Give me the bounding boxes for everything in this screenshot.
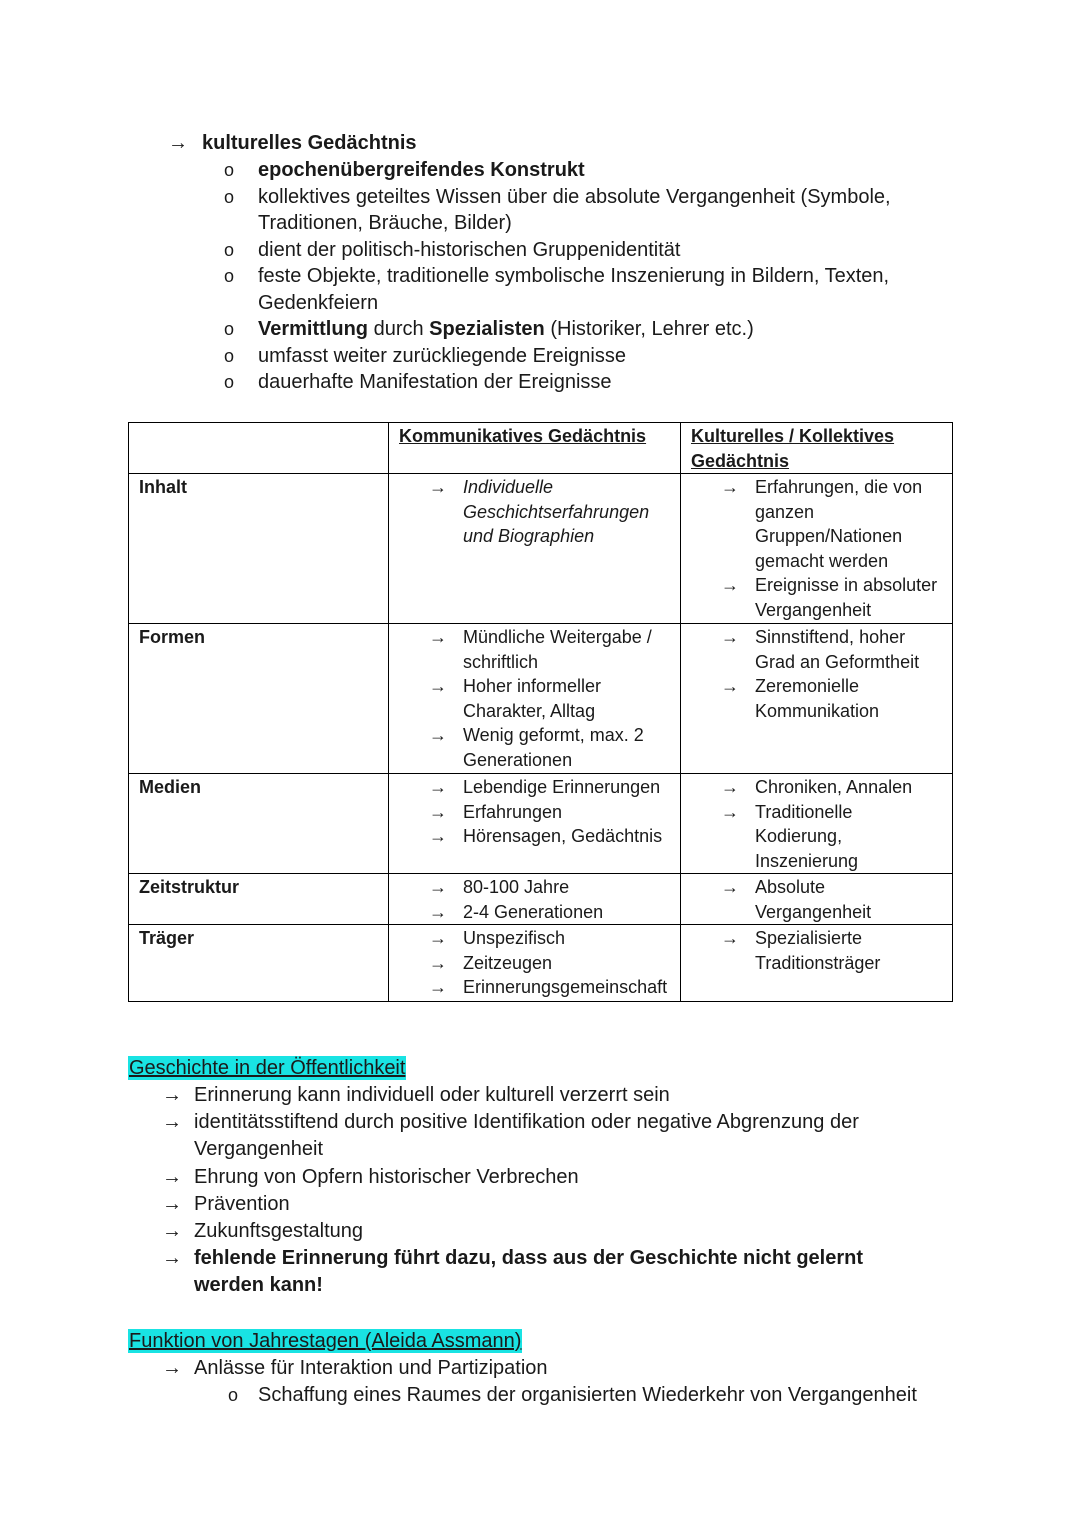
- arrow-icon: →: [168, 132, 188, 154]
- arrow-icon: →: [429, 928, 447, 948]
- list-item: [429, 800, 672, 825]
- arrow-icon: →: [429, 826, 447, 846]
- text-durch: durch: [368, 318, 430, 340]
- list-item: [721, 775, 944, 800]
- circle-bullet-icon: o: [228, 1385, 239, 1406]
- list-item: [721, 926, 944, 975]
- arrow-icon: →: [162, 1111, 182, 1134]
- header-cell-empty: [129, 423, 389, 474]
- item-text: Schaffung eines Raumes der organisierten Wiederkehr von Vergangenheit: [258, 1384, 917, 1407]
- arrow-icon: →: [721, 477, 739, 497]
- list-item: [162, 1355, 928, 1382]
- section-funktion-jahrestage: [128, 1329, 928, 1409]
- list-item: [429, 875, 672, 900]
- arrow-list: [721, 775, 944, 873]
- item-text-bold: fehlende Erinnerung führt dazu, dass aus der Geschichte nicht gelernt werden kann!: [194, 1247, 864, 1297]
- cell-text: 80-100 Jahre: [463, 877, 570, 897]
- header-kommunikativ: Kommunikatives Gedächtnis: [399, 426, 647, 446]
- cell-text: Erfahrungen: [463, 801, 563, 822]
- cell-text: Mündliche Weitergabe / schriftlich: [463, 627, 652, 672]
- arrow-icon: →: [429, 676, 447, 696]
- cell-text: Individuelle Geschichtserfahrungen und Biographien: [463, 477, 650, 546]
- list-item: [224, 263, 928, 316]
- circle-bullet-icon: o: [224, 345, 235, 366]
- arrow-list: [721, 875, 944, 924]
- item-text: umfasst weiter zurückliegende Ereignisse: [258, 344, 626, 367]
- cell-kommunikativ: [389, 774, 681, 874]
- row-label-cell: [129, 874, 389, 925]
- table-row: [129, 474, 953, 624]
- circle-bullet-icon: o: [224, 239, 235, 260]
- oeffentlichkeit-arrow-list: [162, 1082, 928, 1300]
- bold-spezialisten: Spezialisten: [429, 318, 545, 340]
- item-text: Erinnerung kann individuell oder kulturell verzerrt sein: [194, 1084, 670, 1106]
- list-item: [162, 1245, 928, 1299]
- text-historiker: (Historiker, Lehrer etc.): [544, 318, 754, 340]
- cell-text: Hörensagen, Gedächtnis: [463, 826, 663, 846]
- list-item: [224, 316, 928, 343]
- cell-text: Spezialisierte Traditionsträger: [755, 928, 881, 973]
- list-item: [162, 1218, 928, 1245]
- list-item: [429, 926, 672, 951]
- section-title-oeffentlichkeit: Geschichte in der Öffentlichkeit: [129, 1057, 406, 1079]
- arrow-icon: →: [429, 977, 447, 997]
- arrow-icon: →: [162, 1357, 182, 1379]
- arrow-icon: →: [162, 1247, 182, 1270]
- cell-kulturell: [681, 624, 953, 774]
- table-row: [129, 624, 953, 774]
- list-item: [429, 475, 672, 549]
- header-cell-kulturell: [681, 423, 953, 474]
- arrow-list: [721, 926, 944, 975]
- cell-text: 2-4 Generationen: [463, 901, 604, 922]
- arrow-list: [721, 625, 944, 723]
- circle-bullet-icon: o: [224, 186, 235, 207]
- header-cell-kommunikativ: [389, 423, 681, 474]
- list-item: [429, 951, 672, 976]
- list-item: [224, 184, 928, 237]
- cell-text: Unspezifisch: [463, 928, 566, 948]
- cell-text: Absolute Vergangenheit: [755, 877, 872, 922]
- circle-bullet-icon: o: [224, 266, 235, 286]
- list-item: [224, 343, 928, 370]
- item-text: identitätsstiftend durch positive Identifikation oder negative Abgrenzung der Vergangenheit: [194, 1111, 859, 1161]
- arrow-icon: →: [429, 801, 447, 822]
- circle-bullet-icon: o: [224, 160, 235, 180]
- row-label: Träger: [139, 928, 195, 948]
- item-text: dauerhafte Manifestation der Ereignisse: [258, 371, 612, 393]
- cell-kulturell: [681, 474, 953, 624]
- arrow-list: [429, 475, 672, 549]
- arrow-icon: →: [721, 777, 739, 797]
- list-item: [224, 157, 928, 184]
- arrow-list: [721, 475, 944, 622]
- arrow-icon: →: [721, 877, 739, 897]
- arrow-icon: →: [429, 627, 447, 647]
- arrow-icon: →: [162, 1084, 182, 1106]
- cell-text: Traditionelle Kodierung, Inszenierung: [755, 801, 859, 871]
- cell-text: Erfahrungen, die von ganzen Gruppen/Nationen gemacht werden: [755, 477, 923, 571]
- arrow-icon: →: [162, 1220, 182, 1243]
- heading-text: kulturelles Gedächtnis: [202, 132, 417, 154]
- bold-vermittlung: Vermittlung: [258, 318, 369, 340]
- section-kulturelles-gedaechtnis: [168, 130, 928, 396]
- list-item: [721, 573, 944, 622]
- list-item: [721, 625, 944, 674]
- arrow-icon: →: [721, 928, 739, 948]
- item-text: kollektives geteiltes Wissen über die absolute Vergangenheit (Symbole, Traditionen, Bräuche, Bilder): [258, 185, 891, 234]
- list-item: [721, 875, 944, 924]
- table-row: [129, 925, 953, 1002]
- section-title-jahrestage: Funktion von Jahrestagen (Aleida Assmann): [129, 1330, 522, 1352]
- arrow-icon: →: [721, 627, 739, 647]
- list-item: [162, 1082, 928, 1109]
- list-item: [429, 674, 672, 723]
- list-item: [429, 775, 672, 800]
- row-label: Inhalt: [139, 477, 187, 497]
- section-geschichte-oeffentlichkeit: [128, 1056, 928, 1300]
- item-text: Ehrung von Opfern historischer Verbrechen: [194, 1165, 579, 1188]
- item-text: feste Objekte, traditionelle symbolische Inszenierung in Bildern, Texten, Gedenkfeiern: [258, 265, 890, 314]
- list-item: [429, 723, 672, 772]
- row-label-cell: [129, 474, 389, 624]
- list-item: [228, 1382, 928, 1409]
- arrow-icon: →: [721, 575, 739, 595]
- arrow-icon: →: [721, 676, 739, 696]
- kulturelles-bullet-list: [224, 157, 928, 396]
- list-item: [224, 237, 928, 264]
- cell-kulturell: [681, 774, 953, 874]
- cell-kulturell: [681, 874, 953, 925]
- circle-bullet-icon: o: [224, 319, 235, 339]
- cell-text: Erinnerungsgemeinschaft: [463, 977, 668, 997]
- arrow-list: [429, 875, 672, 924]
- cell-kommunikativ: [389, 874, 681, 925]
- cell-text: Sinnstiftend, hoher Grad an Geformtheit: [755, 627, 920, 672]
- arrow-icon: →: [162, 1165, 182, 1188]
- cell-kommunikativ: [389, 474, 681, 624]
- item-text: Prävention: [194, 1192, 290, 1215]
- circle-bullet-icon: o: [224, 372, 235, 392]
- jahrestage-arrow-list: [162, 1355, 928, 1382]
- arrow-list: [429, 926, 672, 1000]
- row-label: Formen: [139, 627, 206, 647]
- cell-text: Chroniken, Annalen: [755, 777, 913, 797]
- list-item: [721, 475, 944, 573]
- arrow-icon: →: [429, 477, 447, 497]
- item-text: Zukunftsgestaltung: [194, 1220, 363, 1243]
- list-item: [721, 800, 944, 874]
- arrow-icon: →: [429, 901, 447, 922]
- item-text: epochenübergreifendes Konstrukt: [258, 159, 585, 181]
- cell-kulturell: [681, 925, 953, 1002]
- list-item: [162, 1191, 928, 1218]
- cell-text: Hoher informeller Charakter, Alltag: [463, 676, 602, 721]
- row-label-cell: [129, 774, 389, 874]
- list-item: [162, 1109, 928, 1163]
- row-label: Medien: [139, 777, 202, 797]
- arrow-icon: →: [162, 1192, 182, 1215]
- list-item: [162, 1164, 928, 1191]
- cell-text: Wenig geformt, max. 2 Generationen: [463, 725, 644, 770]
- table-row: [129, 874, 953, 925]
- list-item: [224, 369, 928, 396]
- list-item: [429, 625, 672, 674]
- list-item: [429, 975, 672, 1000]
- row-label-cell: [129, 925, 389, 1002]
- cell-kommunikativ: [389, 925, 681, 1002]
- cell-text: Lebendige Erinnerungen: [463, 777, 661, 797]
- list-item: [721, 674, 944, 723]
- arrow-icon: →: [429, 725, 447, 745]
- jahrestage-sub-list: [228, 1382, 928, 1409]
- arrow-icon: →: [429, 877, 447, 897]
- item-text: Anlässe für Interaktion und Partizipation: [194, 1357, 548, 1379]
- cell-text: Zeremonielle Kommunikation: [755, 676, 880, 721]
- table-row: [129, 774, 953, 874]
- comparison-table: [128, 422, 953, 1002]
- cell-text: Ereignisse in absoluter Vergangenheit: [755, 575, 938, 620]
- table-header-row: [129, 423, 953, 474]
- arrow-icon: →: [721, 801, 739, 822]
- list-item: [429, 824, 672, 849]
- arrow-list: [429, 775, 672, 849]
- arrow-list: [429, 625, 672, 772]
- header-kulturell: Kulturelles / Kollektives Gedächtnis: [691, 426, 895, 471]
- row-label-cell: [129, 624, 389, 774]
- row-label: Zeitstruktur: [139, 877, 240, 897]
- heading-kulturelles-gedaechtnis: [168, 130, 928, 157]
- item-text: [258, 316, 928, 343]
- arrow-icon: →: [429, 777, 447, 797]
- cell-text: Zeitzeugen: [463, 952, 553, 973]
- cell-kommunikativ: [389, 624, 681, 774]
- arrow-icon: →: [429, 952, 447, 973]
- list-item: [429, 900, 672, 925]
- item-text: dient der politisch-historischen Gruppenidentität: [258, 238, 681, 261]
